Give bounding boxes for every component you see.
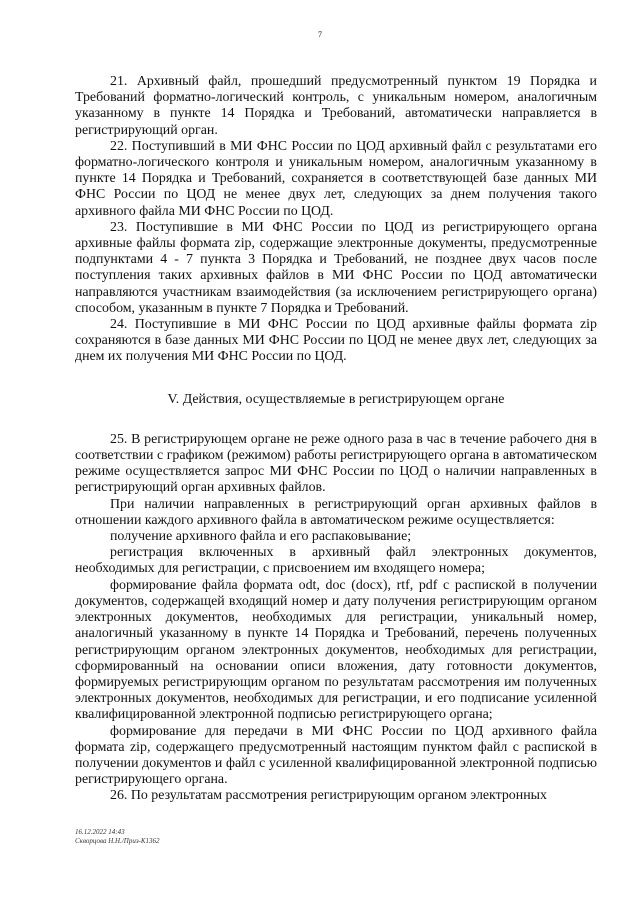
footer-timestamp: 16.12.2022 14:43 — [75, 828, 125, 836]
list-item-zip-archive: формирование для передачи в МИ ФНС России по ЦОД архивного файла формата zip, содержащего предусмотренный настоящим пунктом файл с распиской в получении документов и файл с усиленной квалифицированной электронной подписью регистрирующего органа. — [75, 723, 597, 788]
list-item-receipt-file: формирование файла формата odt, doc (docx), rtf, pdf с распиской в получении документов, содержащей входящий номер и дату получения регистрирующим органом электронных документов, необходимых для регистрации, уникальный номер, аналогичный указанному в пункте 14 Порядка и Требований, перечень полученных регистрирующим органом электронных документов, необходимых для регистрации, сформированный на основании описи вложения, дату готовности документов, формируемых регистрирующим органом по результатам рассмотрения им полученных электронных документов, необходимых для регистрации, и его подписание усиленной квалифицированной электронной подписью регистрирующего органа; — [75, 577, 597, 723]
paragraph-21: 21. Архивный файл, прошедший предусмотренный пунктом 19 Порядка и Требований форматно-логический контроль, с уникальным номером, аналогичным указанному в пункте 14 Порядка и Требований, автоматически направляется в регистрирующий орган. — [75, 74, 597, 138]
list-item-registration: регистрация включенных в архивный файл электронных документов, необходимых для регистрации, с присвоением им входящего номера; — [75, 545, 597, 577]
document-body — [75, 74, 597, 805]
paragraph-24: 24. Поступившие в МИ ФНС России по ЦОД архивные файлы формата zip сохраняются в базе данных МИ ФНС России по ЦОД не менее двух лет, следующих за днем их получения МИ ФНС России по ЦОД. — [75, 317, 597, 365]
paragraph-25: 25. В регистрирующем органе не реже одного раза в час в течение рабочего дня в соответствии с графиком (режимом) работы регистрирующего органа в автоматическом режиме осуществляется запрос МИ ФНС России по ЦОД о наличии направленных в регистрирующий орган архивных файлов. — [75, 431, 597, 496]
list-item-receive-unpack: получение архивного файла и его распаковывание; — [110, 529, 412, 545]
paragraph-23: 23. Поступившие в МИ ФНС России по ЦОД из регистрирующего органа архивные файлы формата zip, содержащие электронные документы, предусмотренные подпунктами 4 - 7 пункта 3 Порядка и Требований, не позднее двух часов после поступления таких архивных файлов в МИ ФНС России по ЦОД автоматически направляются участникам взаимодействия (за исключением регистрирующего органа) способом, указанным в пункте 7 Порядка и Требований. — [75, 219, 597, 316]
paragraph-26: 26. По результатам рассмотрения регистрирующим органом электронных — [110, 788, 547, 804]
footer-author: Скворцова Н.Н./Приз-К1362 — [75, 837, 160, 845]
page-number: 7 — [318, 30, 322, 39]
paragraph-22: 22. Поступивший в МИ ФНС России по ЦОД архивный файл с результатами его форматно-логического контроля и уникальным номером, аналогичным указанному в пункте 14 Порядка и Требований, сохраняется в соответствующей базе данных МИ ФНС России по ЦОД не менее двух лет, следующих за днем получения такого архивного файла МИ ФНС России по ЦОД. — [75, 138, 597, 219]
section-heading: V. Действия, осуществляемые в регистрирующем органе — [167, 391, 505, 407]
paragraph-archive-processing-intro: При наличии направленных в регистрирующий орган архивных файлов в отношении каждого архивного файла в автоматическом режиме осуществляется: — [75, 496, 597, 528]
document-footer — [75, 828, 160, 846]
